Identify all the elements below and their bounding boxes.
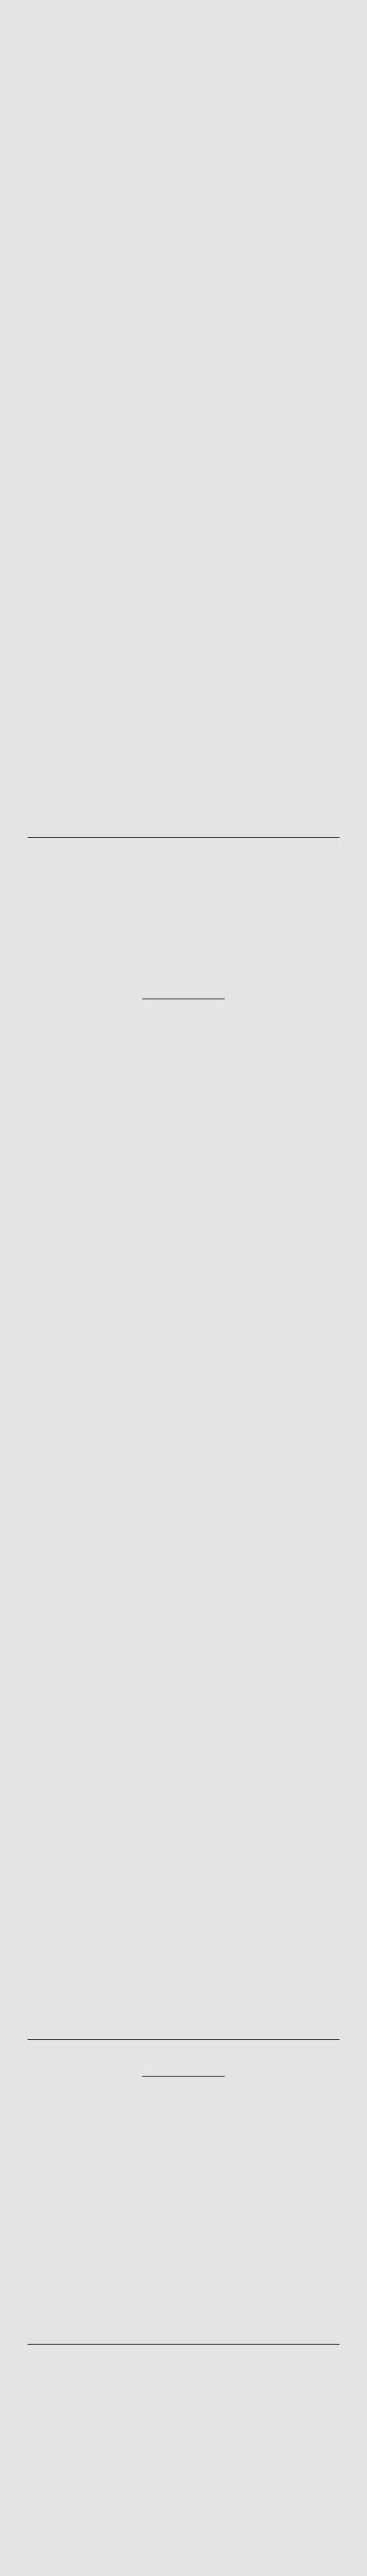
- article-body: [0, 2440, 367, 2459]
- table-row: [0, 223, 367, 241]
- heading-canterbury: [0, 1004, 367, 1026]
- headline-epidemic-commission: [0, 2046, 367, 2070]
- section-divider: [28, 2344, 339, 2345]
- rule: [142, 2076, 225, 2077]
- dateline: [0, 2421, 367, 2441]
- credit-line: [0, 2403, 367, 2423]
- credit-line: [0, 903, 367, 923]
- subheadline-order-of-reference: [0, 2085, 367, 2109]
- section-divider: [28, 837, 339, 838]
- heading-otago: [0, 1432, 367, 1454]
- article-intro: [0, 75, 367, 94]
- dateline: [0, 923, 367, 943]
- section-divider: [28, 2039, 339, 2040]
- article-body: [0, 2160, 367, 2214]
- towns-intro: [0, 413, 367, 431]
- article-intro: [0, 944, 367, 963]
- credit-line: [0, 2122, 367, 2142]
- rule: [142, 998, 225, 999]
- credit-line: [0, 35, 367, 55]
- heading-southland: [0, 1730, 367, 1752]
- table-row: [0, 241, 367, 260]
- dateline: [0, 2141, 367, 2161]
- headline-dominion-death-roll: [0, 0, 367, 24]
- dateline: [0, 55, 367, 75]
